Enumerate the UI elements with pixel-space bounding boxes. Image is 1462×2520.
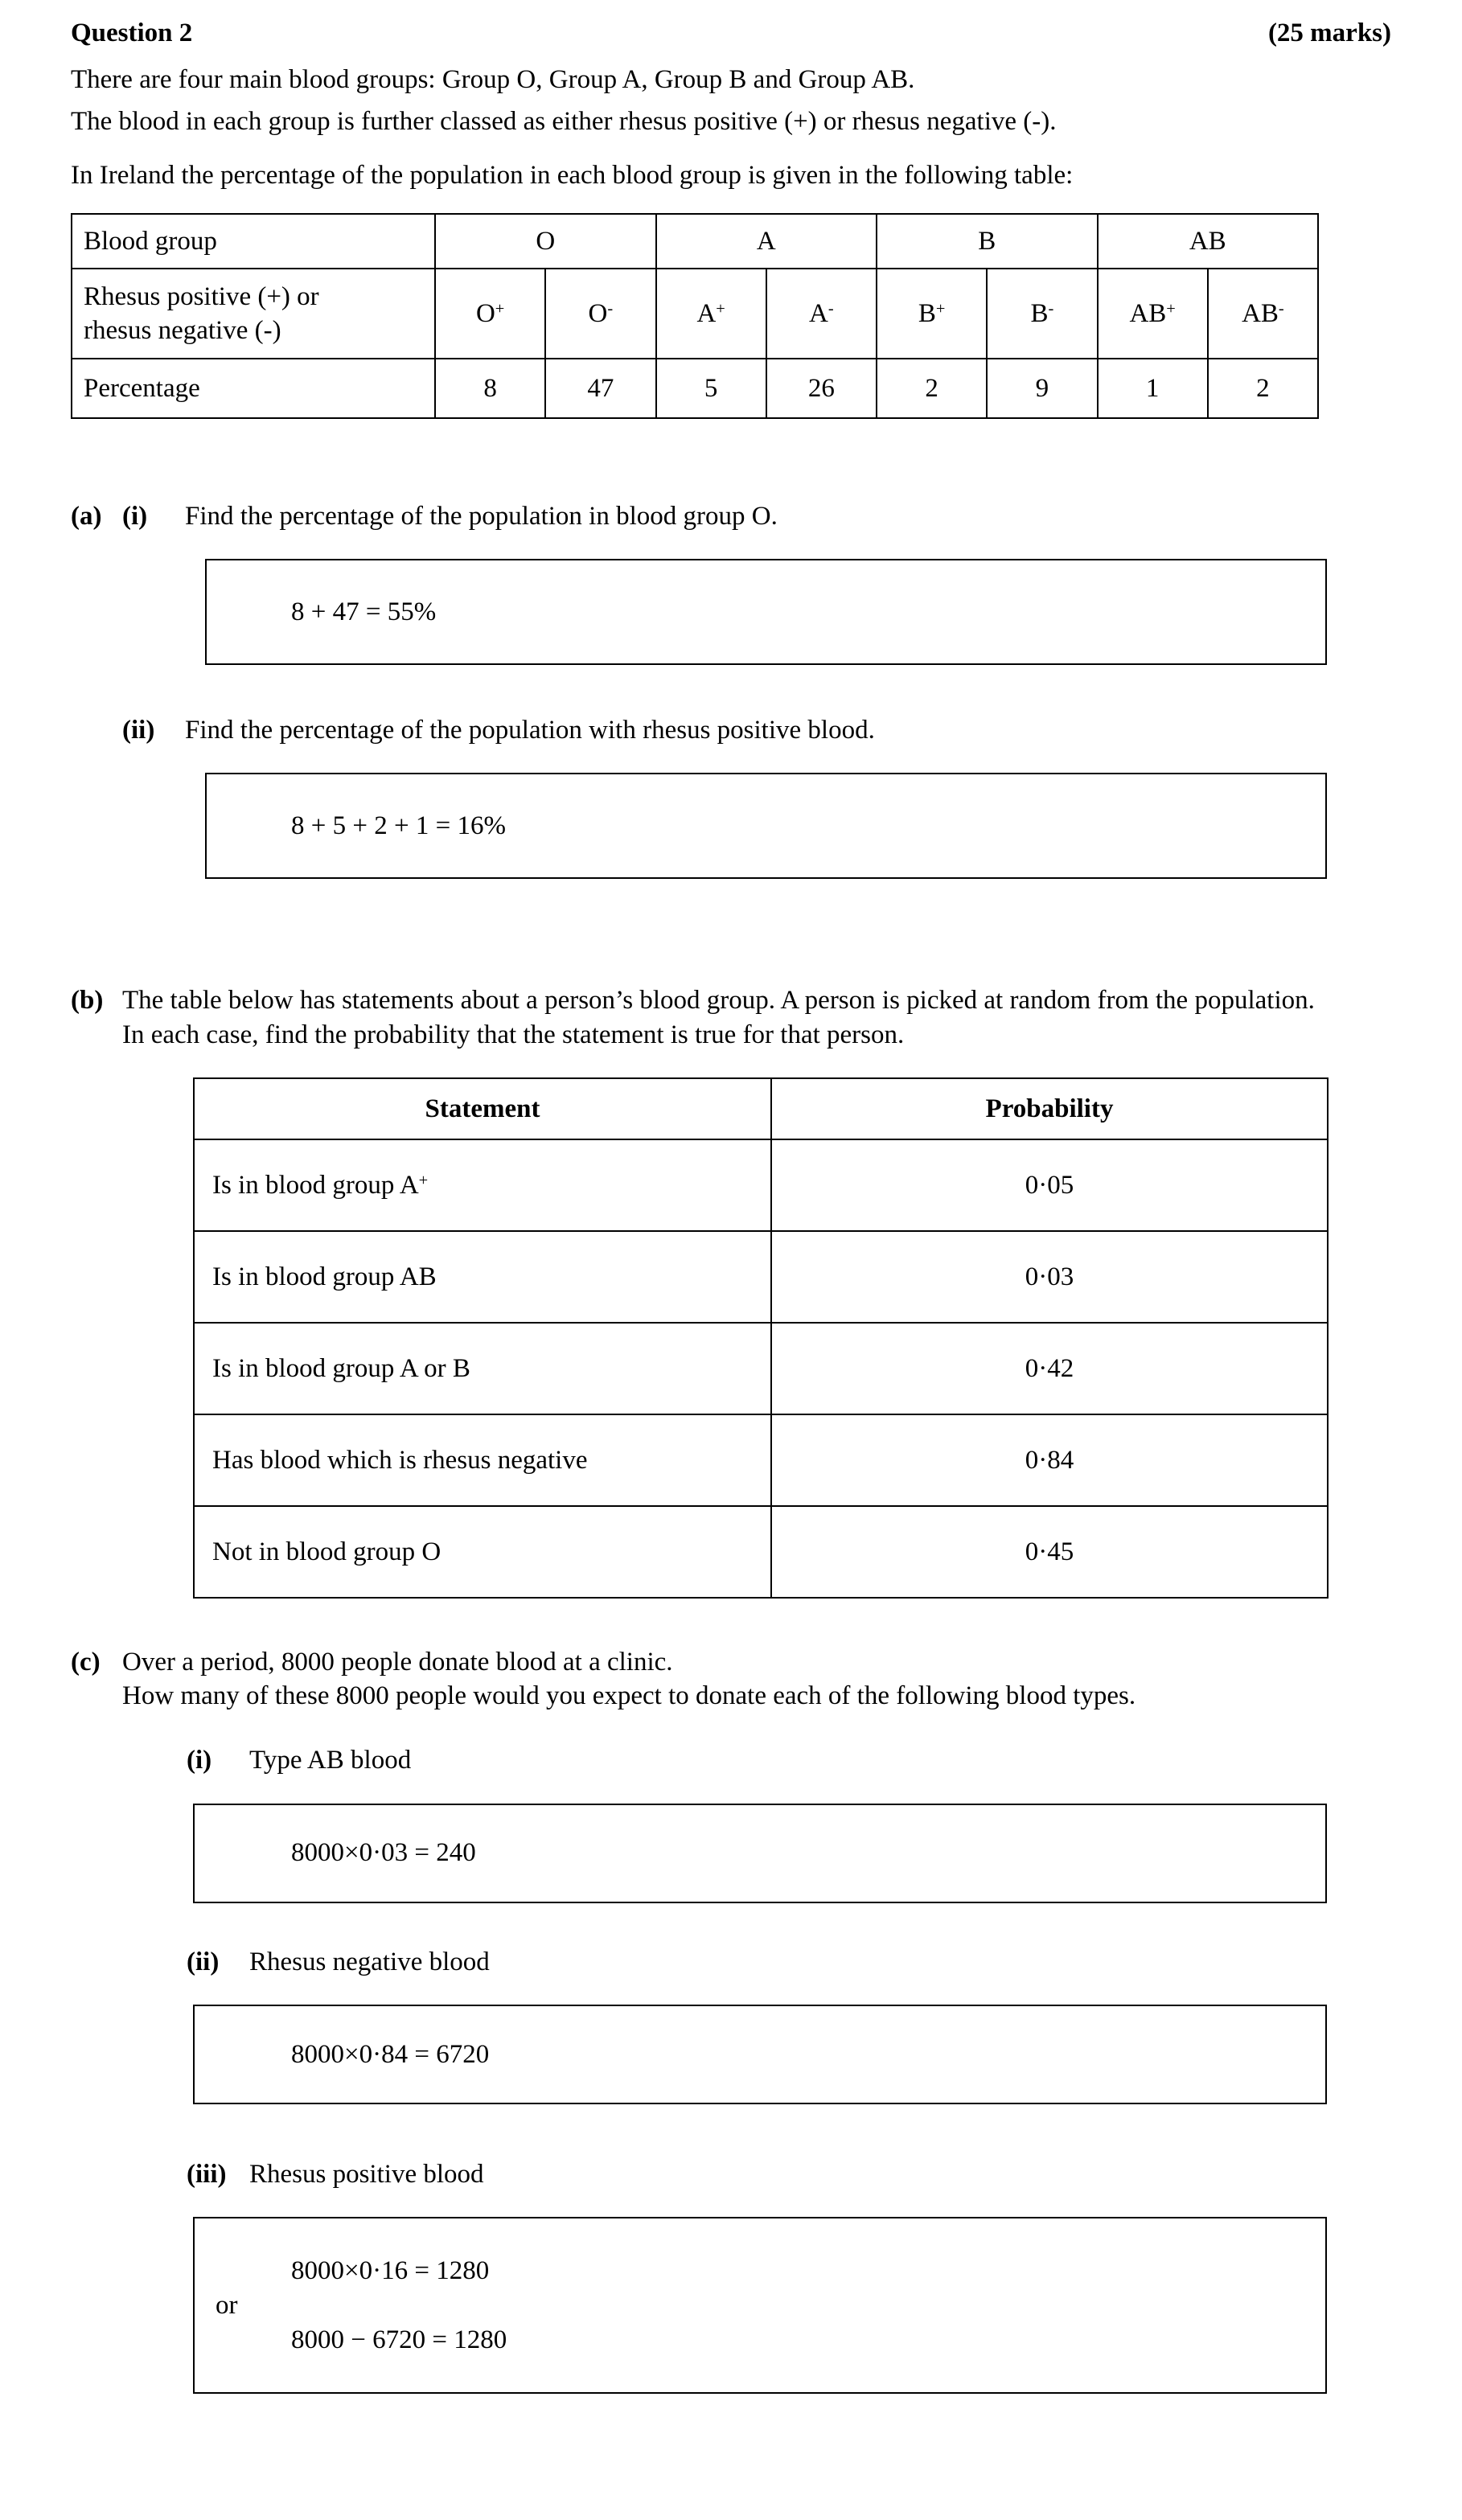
part-b-question [71,983,1391,1051]
rhesus-cell-a-pos [656,269,766,359]
part-a-i-question [71,499,1391,533]
rhesus-cell-ab-neg [1208,269,1318,359]
rhesus-row-label-line2: rhesus negative (-) [84,315,281,345]
part-c-question [71,1645,1391,1713]
statement-text: Is in blood group AB [212,1262,437,1291]
rhesus-cell-ab-pos [1098,269,1208,359]
rhesus-cell-o-neg [545,269,655,359]
answer-a-i: 8 + 47 = 55% [291,597,437,627]
answer-box-c-i [193,1804,1327,1903]
statement-row [194,1139,1328,1231]
probability-table [193,1077,1329,1599]
probability-header: Probability [771,1078,1328,1139]
part-c-iii-text: Rhesus positive blood [249,2159,484,2189]
part-c-i-question [187,1743,1391,1777]
answer-c-iii-line2: 8000 − 6720 = 1280 [291,2325,507,2354]
percentage-cell: 26 [766,359,877,418]
answer-c-iii-or: or [216,2290,238,2320]
group-cell-a: A [656,214,877,269]
percentage-cell: 2 [877,359,987,418]
answer-box-a-ii [205,773,1327,879]
statement-cell [194,1414,771,1506]
answer-box-a-i [205,559,1327,665]
rhesus-cell-o-pos [435,269,545,359]
rhesus-cell-base: O [588,298,608,328]
intro-line-1: There are four main blood groups: Group O, Group A, Group B and Group AB. [71,65,915,95]
part-b-label: (b) [71,986,104,1016]
rhesus-cell-sign: - [607,299,614,318]
part-a-i-text: Find the percentage of the population in blood group O. [185,501,778,531]
group-cell-o: O [435,214,656,269]
rhesus-cell-sign: + [935,299,946,318]
answer-c-ii: 8000×0·84 = 6720 [291,2039,490,2069]
probability-cell: 0·05 [771,1139,1328,1231]
rhesus-cell-sign: + [716,299,725,318]
rhesus-cell-base: O [475,298,495,328]
part-c-text-line2: How many of these 8000 people would you expect to donate each of the following blood types. [122,1681,1136,1711]
percentage-cell: 8 [435,359,545,418]
part-c-ii-label: (ii) [187,1947,220,1976]
rhesus-cell-base: A [696,298,717,328]
rhesus-cell-base: B [1030,298,1049,328]
statement-text: Is in blood group A or B [212,1353,470,1383]
statement-text: Not in blood group O [212,1537,441,1566]
percentage-row-label: Percentage [72,359,435,418]
rhesus-cell-base: AB [1242,298,1279,328]
group-cell-b: B [877,214,1098,269]
blood-group-row-label: Blood group [72,214,435,269]
rhesus-cell-sign: - [1278,299,1284,318]
blood-group-table [71,213,1319,419]
group-cell-ab: AB [1098,214,1319,269]
intro-line-2: The blood in each group is further classed as either rhesus positive (+) or rhesus negative (-). [71,107,1057,137]
rhesus-cell-base: B [918,298,936,328]
table-row-percentage [72,359,1318,418]
statement-row [194,1506,1328,1598]
part-a-ii-label: (ii) [122,716,155,745]
answer-box-c-ii [193,2005,1327,2104]
answer-c-i: 8000×0·03 = 240 [291,1838,476,1868]
rhesus-row-label [72,269,435,359]
percentage-cell: 9 [987,359,1097,418]
marks-label: (25 marks) [1267,18,1391,47]
rhesus-row-label-line1: Rhesus positive (+) or [84,281,319,311]
percentage-cell: 5 [656,359,766,418]
rhesus-cell-b-pos [877,269,987,359]
rhesus-cell-sign: + [1166,299,1176,318]
probability-cell: 0·84 [771,1414,1328,1506]
part-c-ii-question [187,1945,1391,1979]
rhesus-cell-base: AB [1129,298,1167,328]
part-c-iii-question [187,2157,1391,2191]
rhesus-cell-sign: - [828,299,834,318]
probability-cell: 0·42 [771,1323,1328,1414]
probability-table-header [194,1078,1328,1139]
statement-cell [194,1139,771,1231]
part-c-label: (c) [71,1647,101,1677]
answer-a-ii: 8 + 5 + 2 + 1 = 16% [291,811,506,841]
percentage-cell: 1 [1098,359,1208,418]
question-header [71,16,1391,50]
answer-c-iii-line1: 8000×0·16 = 1280 [291,2255,490,2285]
part-c-i-text: Type AB blood [249,1746,412,1775]
statement-row [194,1414,1328,1506]
rhesus-cell-a-neg [766,269,877,359]
statement-cell [194,1231,771,1323]
part-b-text: The table below has statements about a person’s blood group. A person is picked at random from the population. In each case, find the probability that the statement is true for that person. [122,986,1315,1049]
answer-box-c-iii [193,2217,1327,2394]
percentage-cell: 47 [545,359,655,418]
part-a-i-label: (i) [122,501,148,531]
statement-cell [194,1506,771,1598]
part-c-ii-text: Rhesus negative blood [249,1947,490,1976]
part-a-ii-question [122,713,1391,747]
part-c-text-line1: Over a period, 8000 people donate blood at a clinic. [122,1647,673,1677]
probability-cell: 0·45 [771,1506,1328,1598]
statement-header: Statement [194,1078,771,1139]
rhesus-cell-base: A [809,298,828,328]
part-a-label: (a) [71,501,102,531]
probability-cell: 0·03 [771,1231,1328,1323]
rhesus-cell-sign: - [1048,299,1054,318]
question-title: Question 2 [71,18,193,47]
table-row-rhesus [72,269,1318,359]
statement-row [194,1231,1328,1323]
part-c-iii-label: (iii) [187,2159,227,2189]
statement-row [194,1323,1328,1414]
part-c-text [122,1645,1325,1713]
percentage-cell: 2 [1208,359,1318,418]
statement-text: Is in blood group A [212,1170,419,1200]
intro-line-3: In Ireland the percentage of the population in each blood group is given in the following table: [71,160,1074,190]
statement-cell [194,1323,771,1414]
statement-sup: + [418,1171,429,1189]
part-a-ii-text: Find the percentage of the population with rhesus positive blood. [185,716,875,745]
table-row-groups [72,214,1318,269]
statement-text: Has blood which is rhesus negative [212,1445,588,1475]
rhesus-cell-sign: + [495,299,505,318]
rhesus-cell-b-neg [987,269,1097,359]
part-c-i-label: (i) [187,1746,212,1775]
